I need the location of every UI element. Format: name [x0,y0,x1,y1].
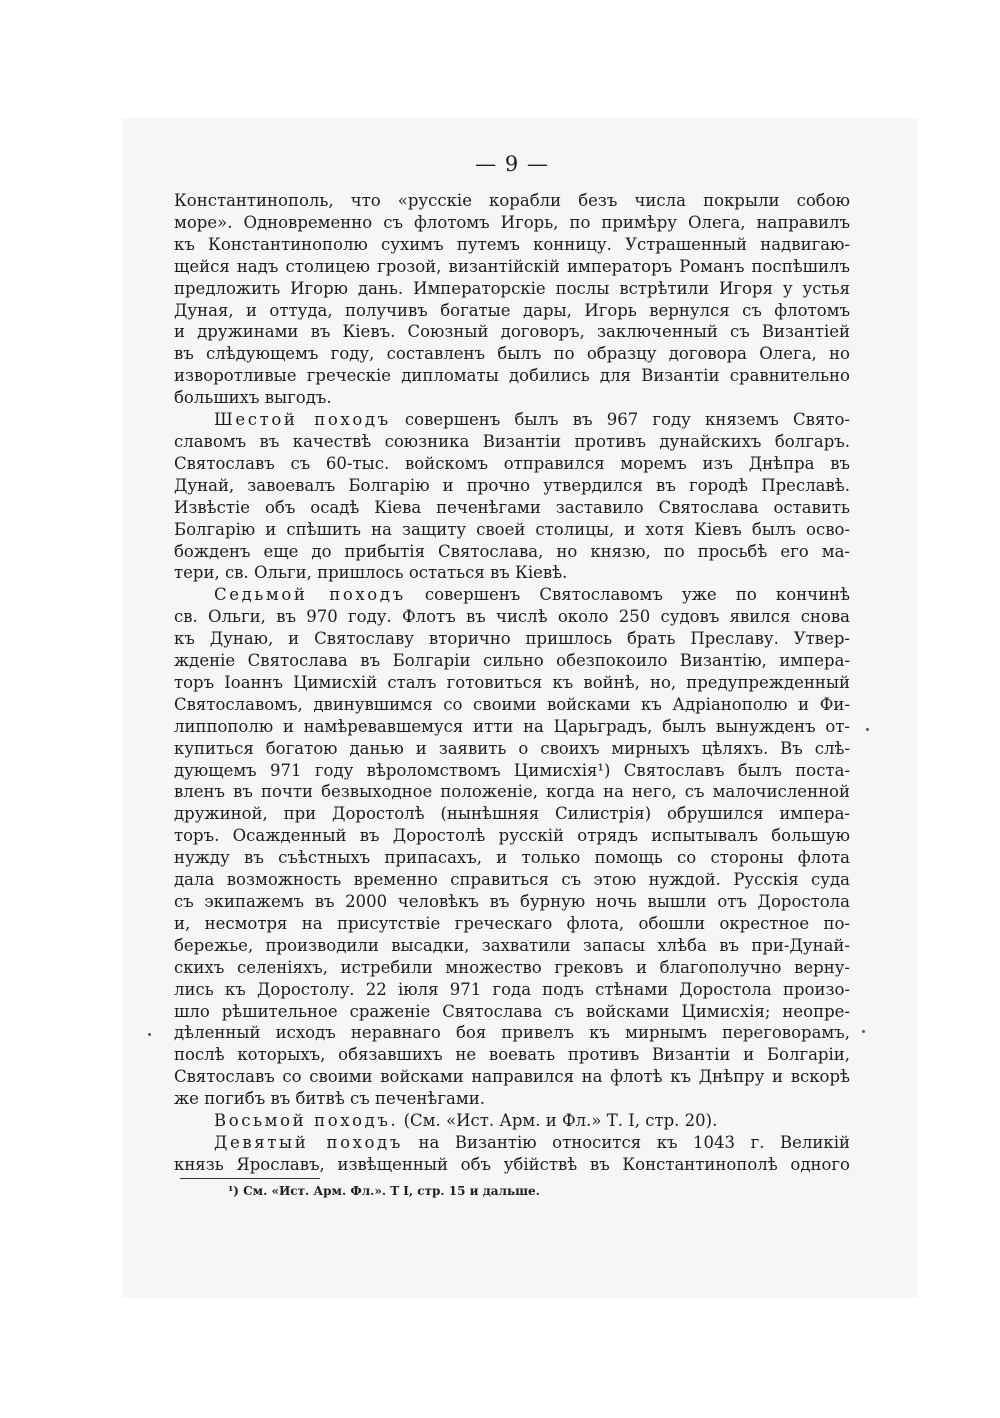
spaced-heading: Девятый походъ [214,1132,403,1152]
text-line: тери, св. Ольги, пришлось остаться въ Кіевѣ. [174,563,568,583]
text-line: св. Ольги, въ 970 году. Флотъ въ числѣ около 250 судовъ явился снова [174,607,850,627]
footnote-divider [180,1178,320,1179]
text-line: послѣ которыхъ, обязавшихъ не воевать противъ Византіи и Болгаріи, [174,1045,850,1065]
text-line: славомъ въ качествѣ союзника Византіи противъ дунайскихъ болгаръ. [174,431,850,451]
text-line [174,584,850,606]
paragraph-sixth-campaign [174,409,850,584]
paragraph-eighth-campaign [174,1110,850,1132]
line-text: совершенъ Святославомъ уже по кончинѣ [405,585,851,605]
text-line: торъ Іоаннъ Цимисхій сталъ готовиться къ войнѣ, но, предупрежденный [174,672,850,692]
text-line: божденъ еще до прибытія Святослава, но князю, по просьбѣ его ма- [174,541,850,561]
text-line: дующемъ 971 году вѣроломствомъ Цимисхія¹) Святославъ былъ поста- [174,760,850,780]
text-line: изворотливые греческіе дипломаты добились для Византіи сравнительно [174,366,850,386]
text-line: Болгарію и спѣшить на защиту своей столицы, и хотя Кіевъ былъ осво- [174,519,850,539]
text-line: къ Константинополю сухимъ путемъ конницу. Устрашенный надвигаю- [174,234,850,254]
spaced-heading: Восьмой походъ. [214,1111,399,1131]
scan-speck [866,728,869,731]
footnote: ¹) См. «Ист. Арм. Фл.». Т I, стр. 15 и дальше. [228,1183,540,1198]
text-line: и дружинами въ Кіевъ. Союзный договоръ, заключенный съ Византіей [174,322,850,342]
text-line: нужду въ съѣстныхъ припасахъ, и только помощь со стороны флота [174,848,850,868]
text-line: море». Одновременно съ флотомъ Игорь, по примѣру Олега, направилъ [174,212,850,232]
text-line [174,1132,850,1154]
text-line: большихъ выгодъ. [174,388,332,408]
text-line [174,409,850,431]
text-line: Святославъ съ 60-тыс. войскомъ отправился моремъ изъ Днѣпра въ [174,453,850,473]
text-line: жденіе Святослава въ Болгаріи сильно обезпокоило Византію, импера- [174,651,850,671]
paragraph-ninth-campaign [174,1132,850,1176]
line-text: совершенъ былъ въ 967 году княземъ Свято- [390,410,850,430]
text-line: торъ. Осажденный въ Доростолѣ русскій отрядъ испытывалъ большую [174,826,850,846]
paragraph-seventh-campaign [174,584,850,1110]
text-line [174,1110,850,1132]
spaced-heading: Седьмой походъ [214,585,406,605]
text-line: щейся надъ столицею грозой, византійскій императоръ Романъ поспѣшилъ [174,256,850,276]
paragraph-1 [174,190,850,409]
line-text: на Византію относится къ 1043 г. Великій [402,1132,851,1152]
text-line: Дуная, и оттуда, получивъ богатые дары, Игорь вернулся съ флотомъ [174,300,850,320]
text-line: съ экипажемъ въ 2000 человѣкъ въ бурную ночь вышли отъ Доростола [174,892,850,911]
text-line: купиться богатою данью и заявить о своихъ мирныхъ цѣляхъ. Въ слѣ- [174,738,850,758]
scan-speck [148,1033,151,1036]
text-line: дала возможность временно справиться съ этою нуждой. Русскія суда [174,870,850,890]
spaced-heading: Шестой походъ [214,410,391,430]
text-line: липпополю и намѣревавшемуся итти на Царьградъ, былъ вынужденъ от- [174,716,850,736]
text-line: Дунай, завоевалъ Болгарію и прочно утвердился въ городѣ Преславѣ. [174,475,850,495]
text-line: лись къ Доростолу. 22 іюля 971 года подъ стѣнами Доростола произо- [174,979,850,999]
text-line: къ Дунаю, и Святославу вторично пришлось брать Преславу. Утвер- [174,629,850,649]
text-line: дѣленный исходъ неравнаго боя привелъ къ мирнымъ переговорамъ, [174,1023,850,1043]
line-text: (См. «Ист. Арм. и Фл.» Т. I, стр. 20). [398,1111,718,1131]
text-line: Святославомъ, двинувшимся со своими войсками къ Адріанополю и Фи- [174,694,850,714]
text-line: Святославъ со своими войсками направился на флотѣ къ Днѣпру и вскорѣ [174,1067,850,1087]
text-line: предложить Игорю дань. Императорскіе послы встрѣтили Игоря у устья [174,278,850,298]
text-line: же погибъ въ битвѣ съ печенѣгами. [174,1089,485,1109]
text-line: шло рѣшительное сраженіе Святослава съ войсками Цимисхія; неопре- [174,1001,850,1021]
text-line: Извѣстіе объ осадѣ Кіева печенѣгами заставило Святослава оставить [174,497,850,517]
text-line: Константинополь, что «русскіе корабли безъ числа покрыли собою [174,191,850,210]
scan-speck [862,1030,865,1033]
text-line: князь Ярославъ, извѣщенный объ убійствѣ въ Константинополѣ одного [174,1154,850,1174]
text-line: скихъ селеніяхъ, истребили множество грековъ и благополучно верну- [174,957,850,977]
page-number: — 9 — [475,152,549,176]
text-line: и, несмотря на присутствіе греческаго флота, обошли окрестное по- [174,913,850,933]
document-page [174,150,850,1199]
text-line: бережье, производили высадки, захватили запасы хлѣба въ при-Дунай- [174,935,850,955]
text-line: дружиной, при Доростолѣ (нынѣшняя Силистрія) обрушился импера- [174,804,850,824]
text-line: въ слѣдующемъ году, составленъ былъ по образцу договора Олега, но [174,344,850,364]
text-line: вленъ въ почти безвыходное положеніе, когда на него, съ малочисленной [174,782,850,802]
